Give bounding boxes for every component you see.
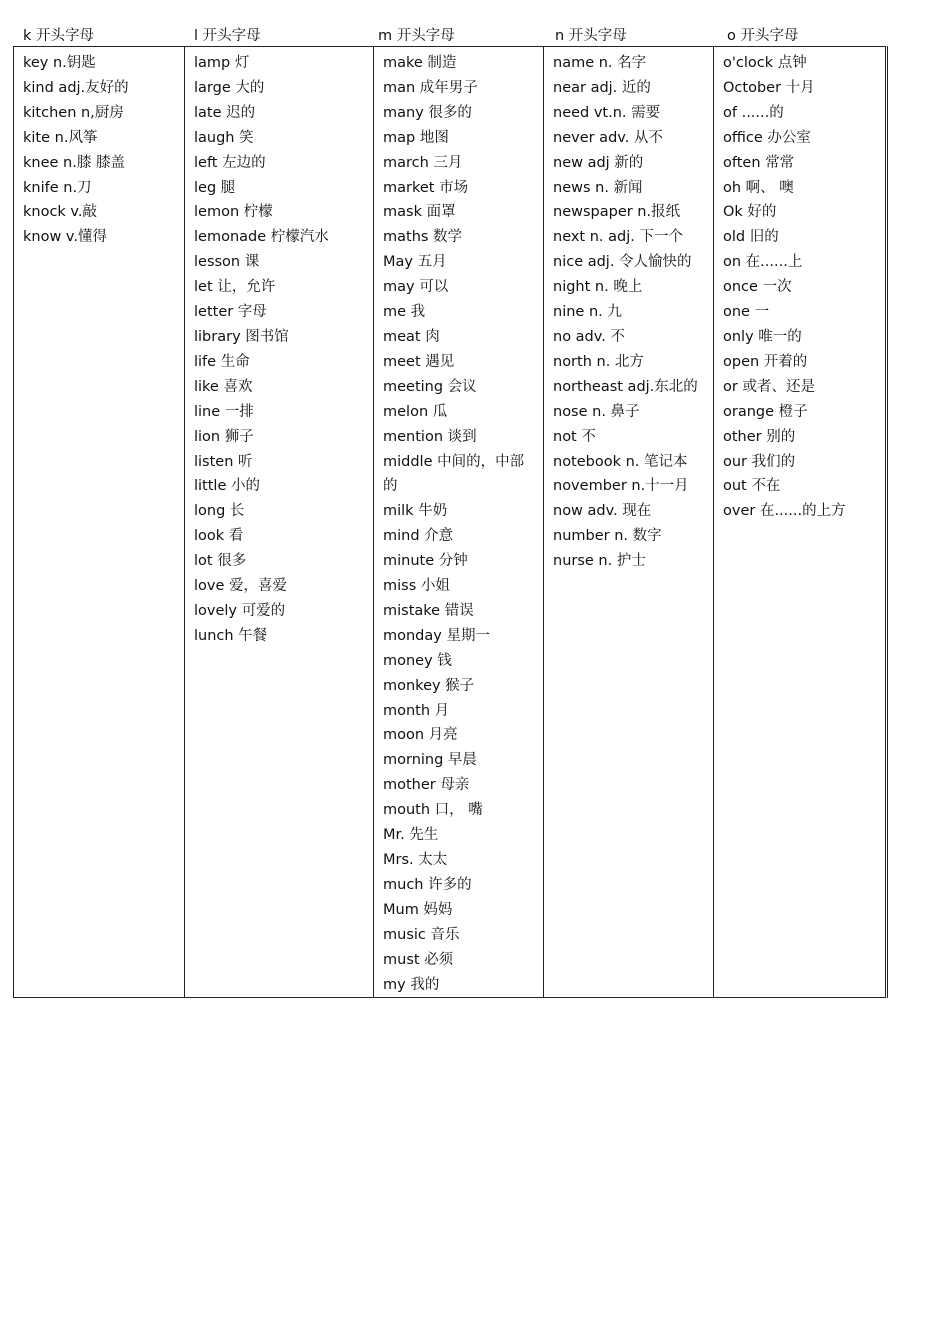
word-entry: lemon 柠檬 (194, 204, 273, 221)
column-l (185, 47, 374, 998)
word-entry: make 制造 (383, 55, 457, 71)
word-entry: nose n. 鼻子 (553, 403, 640, 420)
word-entry: new adj 新的 (553, 154, 644, 171)
word-entry: my 我的 (383, 976, 440, 993)
word-entry: long 长 (194, 503, 245, 520)
word-entry: out 不在 (723, 478, 781, 495)
word-entry: me 我 (383, 304, 426, 321)
word-entry: moon 月亮 (383, 727, 458, 744)
word-entry: not 不 (553, 428, 596, 445)
word-entry: left 左边的 (194, 154, 266, 171)
word-entry: love 爱，喜爱 (194, 578, 288, 595)
word-entry: open 开着的 (723, 353, 808, 370)
word-entry: much 许多的 (383, 876, 472, 893)
word-entry: morning 早晨 (383, 752, 477, 769)
word-entry: laugh 笑 (194, 129, 254, 146)
word-entry: man 成年男子 (383, 79, 478, 96)
word-entry: office 办公室 (723, 129, 811, 146)
word-entry: november n.十一月 (553, 478, 689, 495)
word-entry: lion 狮子 (194, 428, 254, 445)
word-entry: other 别的 (723, 428, 796, 445)
word-entry: May 五月 (383, 254, 447, 271)
column-m (374, 47, 544, 998)
word-entry: kite n.风筝 (23, 129, 98, 146)
word-entry: key n.钥匙 (23, 55, 96, 71)
word-entry: life 生命 (194, 353, 250, 370)
word-entry: mind 介意 (383, 528, 454, 545)
word-entry: middle 中间的，中部的 (383, 453, 525, 495)
word-entry: old 旧的 (723, 229, 779, 246)
word-entry: music 音乐 (383, 926, 460, 943)
word-entry: listen 听 (194, 453, 253, 470)
word-entry: of ......的 (723, 104, 784, 121)
header-m: m 开头字母 (378, 28, 455, 44)
word-entry: lunch 午餐 (194, 627, 268, 644)
header-o: o 开头字母 (727, 28, 799, 44)
word-entry: only 唯一的 (723, 328, 802, 345)
word-entry: like 喜欢 (194, 378, 253, 395)
word-entry: monkey 猴子 (383, 677, 475, 694)
word-entry: meat 肉 (383, 328, 440, 345)
word-entry: notebook n. 笔记本 (553, 453, 688, 470)
word-entry: monday 星期一 (383, 627, 490, 644)
word-entry: nurse n. 护士 (553, 553, 646, 570)
word-entry: oh 啊、 噢 (723, 179, 794, 196)
word-entry: our 我们的 (723, 453, 796, 470)
word-entry: o'clock 点钟 (723, 55, 807, 71)
word-entry: look 看 (194, 528, 244, 545)
word-entry: nice adj. 令人愉快的 (553, 254, 692, 271)
word-entry: nine n. 九 (553, 304, 622, 321)
word-entry: map 地图 (383, 129, 449, 146)
word-entry: lemonade 柠檬汽水 (194, 229, 329, 246)
word-entry: milk 牛奶 (383, 503, 448, 520)
word-entry: letter 字母 (194, 304, 267, 321)
word-entry: over 在......的上方 (723, 503, 846, 520)
word-entry: once 一次 (723, 279, 792, 296)
word-entry: or 或者、还是 (723, 378, 815, 395)
word-entry: news n. 新闻 (553, 179, 643, 196)
word-entry: often 常常 (723, 154, 795, 171)
word-entry: north n. 北方 (553, 353, 644, 370)
word-entry: now adv. 现在 (553, 503, 652, 520)
word-entry: name n. 名字 (553, 55, 647, 71)
word-entry: late 迟的 (194, 104, 256, 121)
word-entry: October 十月 (723, 79, 815, 96)
word-entry: newspaper n.报纸 (553, 204, 681, 221)
word-entry: knife n.刀 (23, 179, 92, 196)
header-k: k 开头字母 (23, 28, 95, 44)
word-entry: meet 遇见 (383, 353, 455, 370)
word-entry: mother 母亲 (383, 777, 470, 794)
word-entry: lovely 可爱的 (194, 602, 286, 619)
column-headers (14, 26, 886, 46)
column-k (14, 47, 185, 998)
word-entry: month 月 (383, 702, 450, 719)
word-entry: kind adj.友好的 (23, 79, 129, 96)
word-entry: Ok 好的 (723, 204, 777, 221)
word-entry: knock v.敲 (23, 204, 98, 221)
word-entry: one 一 (723, 304, 770, 321)
word-entry: large 大的 (194, 79, 265, 96)
word-entry: mask 面罩 (383, 204, 456, 221)
word-entry: many 很多的 (383, 104, 472, 121)
word-entry: lot 很多 (194, 553, 247, 570)
word-entry: maths 数学 (383, 229, 463, 246)
word-entry: must 必须 (383, 951, 454, 968)
word-entry: Mr. 先生 (383, 827, 439, 844)
table-row (14, 47, 887, 998)
word-entry: number n. 数字 (553, 528, 662, 545)
word-entry: little 小的 (194, 478, 260, 495)
vocabulary-table (13, 46, 888, 998)
column-o (714, 47, 887, 998)
word-entry: kitchen n,厨房 (23, 104, 124, 121)
word-entry: march 三月 (383, 154, 463, 171)
word-entry: next n. adj. 下一个 (553, 229, 683, 246)
word-entry: night n. 晚上 (553, 279, 643, 296)
word-entry: northeast adj.东北的 (553, 378, 698, 395)
word-entry: market 市场 (383, 179, 469, 196)
word-entry: may 可以 (383, 279, 449, 296)
word-entry: mention 谈到 (383, 428, 477, 445)
word-entry: money 钱 (383, 652, 452, 669)
word-entry: mouth 口， 嘴 (383, 802, 483, 819)
word-entry: Mum 妈妈 (383, 901, 453, 918)
word-entry: line 一排 (194, 403, 254, 420)
word-entry: mistake 错误 (383, 602, 474, 619)
word-entry: orange 橙子 (723, 403, 808, 420)
word-entry: let 让，允许 (194, 279, 276, 296)
word-entry: miss 小姐 (383, 578, 450, 595)
word-entry: leg 腿 (194, 179, 236, 196)
word-entry: know v.懂得 (23, 229, 107, 246)
word-entry: need vt.n. 需要 (553, 104, 661, 121)
header-l: l 开头字母 (194, 28, 261, 44)
word-entry: no adv. 不 (553, 328, 625, 345)
word-entry: meeting 会议 (383, 378, 477, 395)
word-entry: lamp 灯 (194, 55, 250, 71)
word-entry: Mrs. 太太 (383, 852, 448, 868)
word-entry: minute 分钟 (383, 553, 468, 570)
word-entry: knee n.膝 膝盖 (23, 154, 125, 171)
header-n: n 开头字母 (555, 28, 627, 44)
word-entry: library 图书馆 (194, 328, 289, 345)
word-entry: never adv. 从不 (553, 129, 663, 146)
word-entry: on 在......上 (723, 254, 803, 271)
column-n (544, 47, 714, 998)
word-entry: melon 瓜 (383, 403, 448, 420)
word-entry: lesson 课 (194, 254, 260, 271)
word-entry: near adj. 近的 (553, 79, 651, 96)
